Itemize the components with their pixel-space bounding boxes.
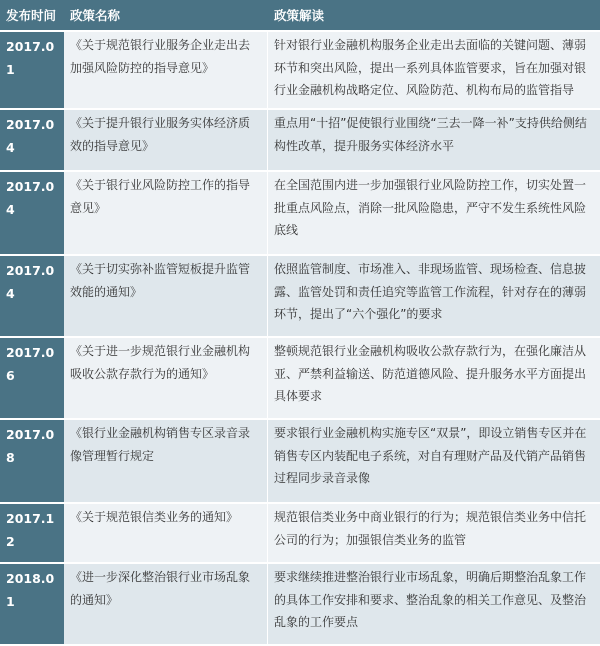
table-row [0, 172, 600, 256]
row-policy-desc: 依照监管制度、市场准入、非现场监管、现场检查、信息披露、监管处罚和责任追究等监管工作流程，针对存在的薄弱环节，提出了“六个强化”的要求 [268, 256, 600, 338]
row-policy-desc: 重点用“十招”促使银行业围绕“三去一降一补”支持供给侧结构性改革，提升服务实体经济水平 [268, 110, 600, 172]
row-date: 2017.06 [0, 338, 64, 420]
row-policy-name: 《关于规范银行业服务企业走出去加强风险防控的指导意见》 [64, 32, 268, 110]
row-policy-name: 《关于进一步规范银行业金融机构吸收公款存款行为的通知》 [64, 338, 268, 420]
header-name: 政策名称 [64, 0, 268, 32]
row-policy-name: 《关于切实弥补监管短板提升监管效能的通知》 [64, 256, 268, 338]
row-policy-name: 《关于规范银信类业务的通知》 [64, 504, 268, 564]
table-row [0, 32, 600, 110]
row-policy-name: 《关于提升银行业服务实体经济质效的指导意见》 [64, 110, 268, 172]
row-date: 2017.12 [0, 504, 64, 564]
row-policy-desc: 要求继续推进整治银行业市场乱象，明确后期整治乱象工作的具体工作安排和要求、整治乱象的相关工作意见、及整治乱象的工作要点 [268, 564, 600, 646]
row-date: 2018.01 [0, 564, 64, 646]
row-policy-desc: 整顿规范银行业金融机构吸收公款存款行为，在强化廉洁从亚、严禁利益输送、防范道德风险、提升服务水平方面提出具体要求 [268, 338, 600, 420]
table-row [0, 256, 600, 338]
table-header-row [0, 0, 600, 32]
header-date: 发布时间 [0, 0, 64, 32]
table-row [0, 338, 600, 420]
row-policy-desc: 针对银行业金融机构服务企业走出去面临的关键问题、薄弱环节和突出风险，提出一系列具体监管要求，旨在加强对银行业金融机构战略定位、风险防范、机构布局的监管指导 [268, 32, 600, 110]
row-date: 2017.08 [0, 420, 64, 504]
header-desc: 政策解读 [268, 0, 600, 32]
table-row [0, 420, 600, 504]
table-row [0, 110, 600, 172]
row-date: 2017.01 [0, 32, 64, 110]
row-policy-desc: 规范银信类业务中商业银行的行为；规范银信类业务中信托公司的行为；加强银信类业务的监管 [268, 504, 600, 564]
row-policy-name: 《银行业金融机构销售专区录音录像管理暂行规定 [64, 420, 268, 504]
row-policy-name: 《关于银行业风险防控工作的指导意见》 [64, 172, 268, 256]
row-policy-name: 《进一步深化整治银行业市场乱象的通知》 [64, 564, 268, 646]
row-date: 2017.04 [0, 256, 64, 338]
row-date: 2017.04 [0, 110, 64, 172]
table-row [0, 564, 600, 646]
row-policy-desc: 在全国范围内进一步加强银行业风险防控工作，切实处置一批重点风险点，消除一批风险隐患，严守不发生系统性风险底线 [268, 172, 600, 256]
row-date: 2017.04 [0, 172, 64, 256]
table-row [0, 504, 600, 564]
row-policy-desc: 要求银行业金融机构实施专区“双景”，即设立销售专区并在销售专区内装配电子系统，对自有理财产品及代销产品销售过程同步录音录像 [268, 420, 600, 504]
